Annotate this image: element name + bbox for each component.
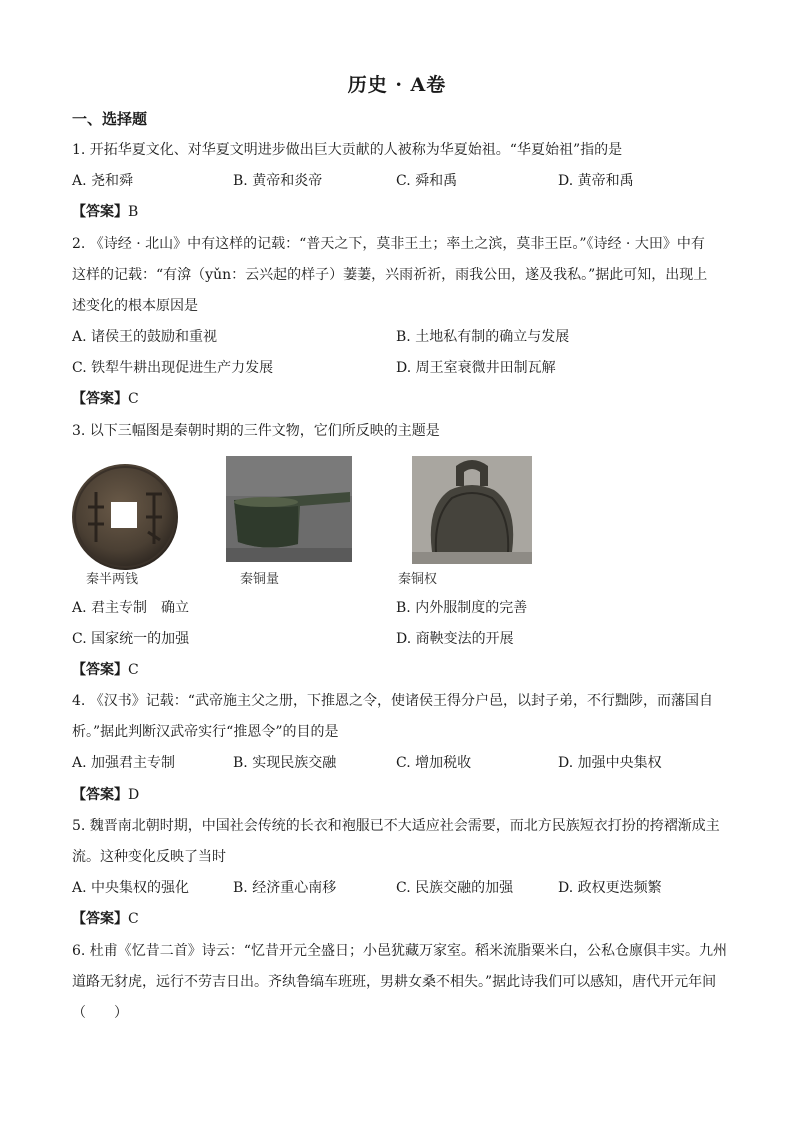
q6-line-1: 6. 杜甫《忆昔二首》诗云：“忆昔开元全盛日；小邑犹藏万家室。稻米流脂粟米白，公私仓廪俱丰实。九州 (72, 943, 727, 959)
q3-option-d[interactable]: D. 商鞅变法的开展 (396, 631, 514, 647)
q2-option-c[interactable]: C. 铁犁牛耕出现促进生产力发展 (72, 360, 274, 376)
q4-answer (72, 785, 139, 805)
q1-option-d[interactable]: D. 黄帝和禹 (558, 173, 634, 189)
measure-caption: 秦铜量 (240, 572, 280, 587)
qin-banliang-coin-image (70, 462, 180, 572)
q5-option-d[interactable]: D. 政权更迭频繁 (558, 880, 662, 896)
answer-tag: 【答案】 (72, 204, 128, 220)
q1-answer (72, 202, 138, 222)
q3-answer (72, 660, 139, 680)
q5-line-2: 流。这种变化反映了当时 (72, 849, 226, 865)
q5-answer-value: C (128, 911, 139, 927)
q1-text: 1. 开拓华夏文化、对华夏文明进步做出巨大贡献的人被称为华夏始祖。“华夏始祖”指的是 (72, 142, 623, 158)
answer-tag: 【答案】 (72, 911, 128, 927)
q1-answer-value: B (128, 204, 139, 220)
answer-tag: 【答案】 (72, 662, 128, 678)
q2-line-2: 这样的记载：“有渰（yǔn：云兴起的样子）萋萋，兴雨祈祈，雨我公田，遂及我私。”据此可知，出现上 (72, 267, 708, 283)
q5-line-1: 5. 魏晋南北朝时期，中国社会传统的长衣和袍服已不大适应社会需要，而北方民族短衣打扮的挎褶渐成主 (72, 818, 720, 834)
q1-option-c[interactable]: C. 舜和禹 (396, 173, 458, 189)
page-title: 历史 · A卷 (347, 74, 447, 96)
q4-answer-value: D (128, 787, 140, 803)
q5-answer (72, 909, 139, 929)
coin-caption: 秦半两钱 (86, 572, 139, 587)
q4-line-2: 析。”据此判断汉武帝实行“推恩令”的目的是 (72, 724, 339, 740)
q3-answer-value: C (128, 662, 139, 678)
q6-line-3: （ ） (72, 1005, 128, 1021)
q5-option-c[interactable]: C. 民族交融的加强 (396, 880, 514, 896)
q2-answer-value: C (128, 391, 139, 407)
q4-option-c[interactable]: C. 增加税收 (396, 755, 472, 771)
q5-option-a[interactable]: A. 中央集权的强化 (72, 880, 190, 896)
q4-option-b[interactable]: B. 实现民族交融 (233, 755, 337, 771)
q1-option-b[interactable]: B. 黄帝和炎帝 (233, 173, 323, 189)
q4-option-a[interactable]: A. 加强君主专制 (72, 755, 176, 771)
qin-bronze-weight-image (412, 456, 532, 564)
q2-line-1: 2. 《诗经 · 北山》中有这样的记载：“普天之下，莫非王土；率土之滨，莫非王臣。”《诗经 · 大田》中有 (72, 236, 705, 252)
qin-bronze-measure-image (226, 456, 352, 562)
q2-line-3: 述变化的根本原因是 (72, 298, 198, 314)
q5-option-b[interactable]: B. 经济重心南移 (233, 880, 337, 896)
q3-option-a[interactable]: A. 君主专制 确立 (72, 600, 190, 616)
weight-caption: 秦铜权 (398, 572, 438, 587)
q4-option-d[interactable]: D. 加强中央集权 (558, 755, 662, 771)
q3-option-b[interactable]: B. 内外服制度的完善 (396, 600, 528, 616)
answer-tag: 【答案】 (72, 391, 128, 407)
q4-line-1: 4. 《汉书》记载：“武帝施主父之册，下推恩之令，使诸侯王得分户邑，以封子弟，不行黜陟，而藩国自 (72, 693, 713, 709)
q2-answer (72, 389, 139, 409)
q6-line-2: 道路无豺虎，远行不劳吉日出。齐纨鲁缟车班班，男耕女桑不相失。”据此诗我们可以感知，唐代开元年间 (72, 974, 717, 990)
q3-text: 3. 以下三幅图是秦朝时期的三件文物，它们所反映的主题是 (72, 423, 440, 439)
answer-tag: 【答案】 (72, 787, 128, 803)
q3-option-c[interactable]: C. 国家统一的加强 (72, 631, 190, 647)
section-heading: 一、选择题 (72, 110, 148, 128)
q2-option-a[interactable]: A. 诸侯王的鼓励和重视 (72, 329, 218, 345)
q1-option-a[interactable]: A. 尧和舜 (72, 173, 134, 189)
q2-option-d[interactable]: D. 周王室衰微井田制瓦解 (396, 360, 556, 376)
q2-option-b[interactable]: B. 土地私有制的确立与发展 (396, 329, 570, 345)
